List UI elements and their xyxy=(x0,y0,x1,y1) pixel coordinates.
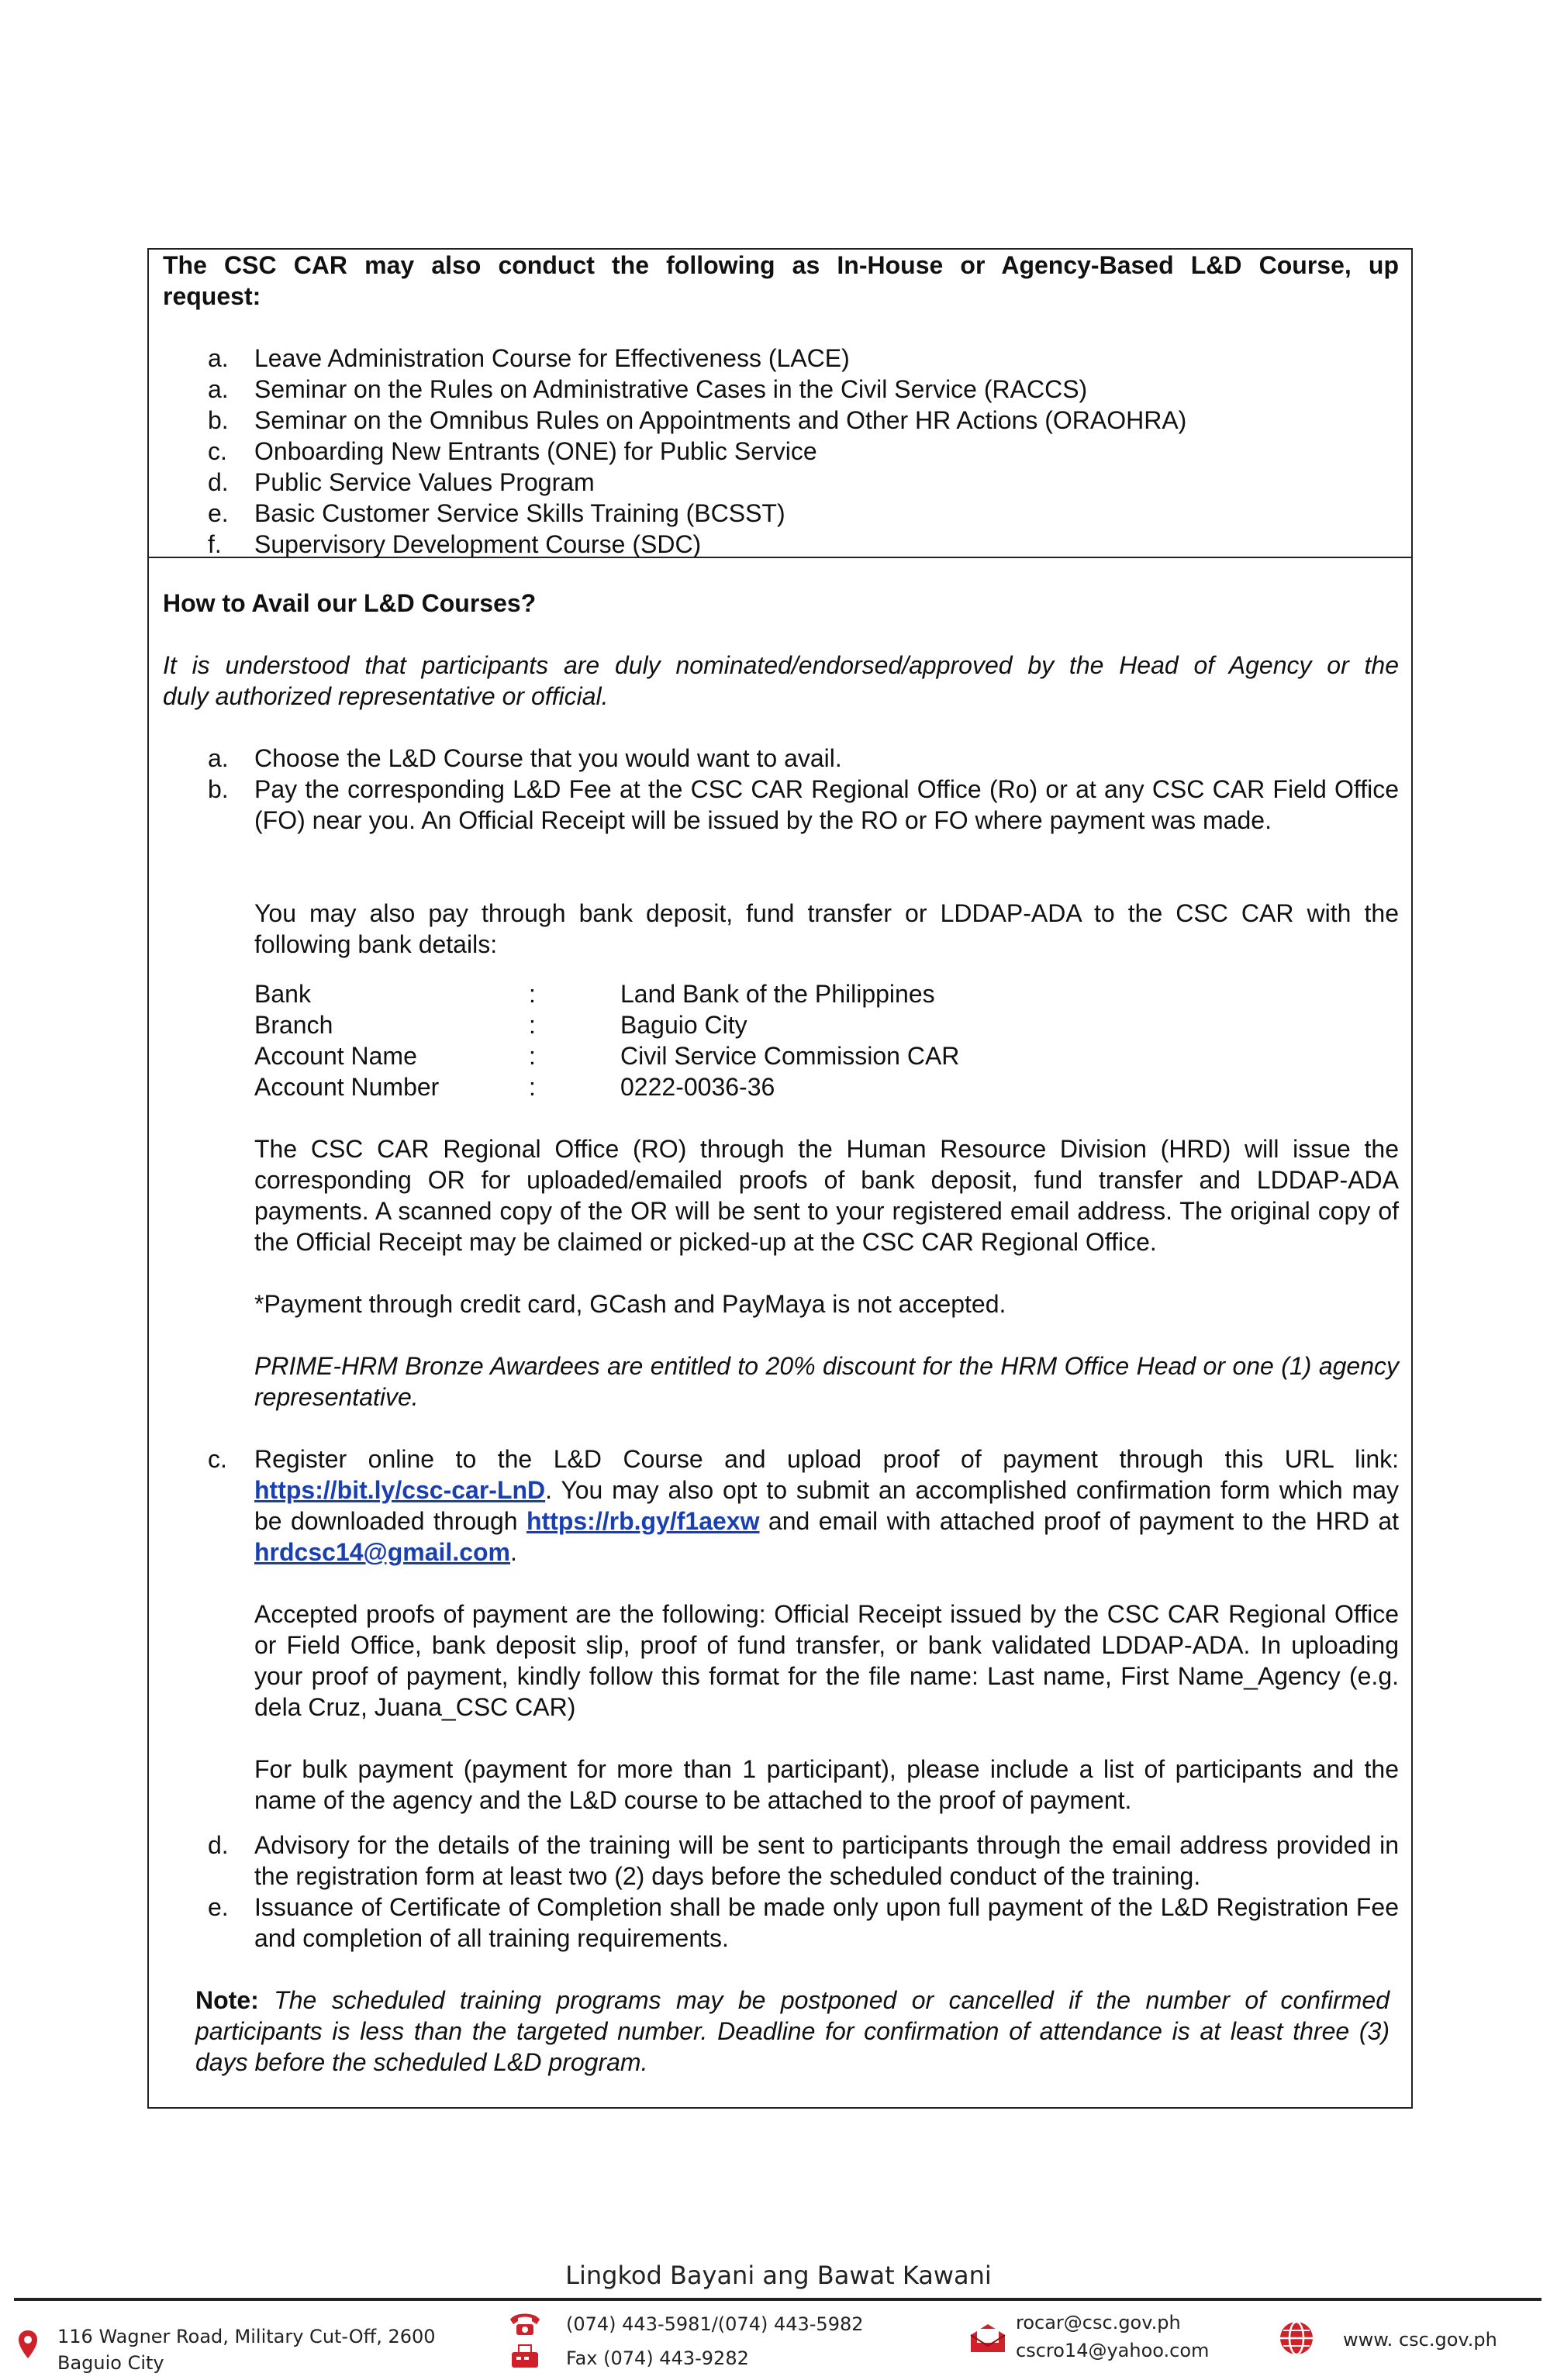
footer-divider xyxy=(14,2298,1541,2301)
note-label: Note: xyxy=(195,1986,259,2014)
hrd-email-link[interactable]: hrdcsc14@gmail.com xyxy=(254,1538,510,1566)
footer-website: www. csc.gov.ph xyxy=(1343,2329,1497,2351)
bank-detail-key: Bank xyxy=(254,980,311,1008)
telephone-icon xyxy=(507,2310,543,2338)
step-c-label: c. xyxy=(208,1445,227,1473)
note-paragraph xyxy=(195,1985,1390,2078)
how-to-avail-heading: How to Avail our L&D Courses? xyxy=(163,589,537,617)
list-item-label: a. xyxy=(208,344,229,372)
footer-address-line1: 116 Wagner Road, Military Cut-Off, 2600 xyxy=(57,2326,436,2347)
bank-detail-key: Account Number xyxy=(254,1073,440,1101)
official-receipt-paragraph: The CSC CAR Regional Office (RO) through the Human Resource Division (HRD) will issue the corresponding OR for uploaded/emailed proofs of bank deposit, fund transfer and LDDAP-ADA payments. A scanned copy of the OR will be sent to your registered email address. The original copy of the Official Receipt may be claimed or picked-up at the CSC CAR Regional Office. xyxy=(254,1135,1399,1256)
footer-address-line2: Baguio City xyxy=(57,2352,164,2374)
list-item: Seminar on the Omnibus Rules on Appointments and Other HR Actions (ORAOHRA) xyxy=(254,406,1187,434)
footer-email-1: rocar@csc.gov.ph xyxy=(1016,2312,1181,2333)
step-b-text: Pay the corresponding L&D Fee at the CSC CAR Regional Office (Ro) or at any CSC CAR Field Office (FO) near you. An Official Receipt will be issued by the RO or FO where payment was made. xyxy=(254,775,1399,834)
bank-detail-key: Account Name xyxy=(254,1042,417,1070)
in-house-heading-line1: The CSC CAR may also conduct the following as In-House or Agency-Based L&D Course, up xyxy=(163,251,1399,279)
intro-line2: duly authorized representative or official. xyxy=(163,682,609,710)
bank-detail-value: Baguio City xyxy=(620,1011,747,1039)
list-item-label: a. xyxy=(208,375,229,403)
step-a-label: a. xyxy=(208,744,229,772)
list-item: Supervisory Development Course (SDC) xyxy=(254,530,702,558)
step-c-part2: . You may also opt to submit an accomplished confirmation form which may be downloaded through xyxy=(254,1476,1399,1535)
step-b-label: b. xyxy=(208,775,229,803)
list-item: Public Service Values Program xyxy=(254,468,595,496)
note-text: The scheduled training programs may be postponed or cancelled if the number of confirmed participants is less than the targeted number. Deadline for confirmation of attendance is at least three (3) days before the scheduled L&D program. xyxy=(195,1986,1390,2076)
footer-fax: Fax (074) 443-9282 xyxy=(566,2347,749,2369)
fax-icon xyxy=(507,2343,543,2371)
step-c-part1: Register online to the L&D Course and upload proof of payment through this URL link: xyxy=(254,1445,1399,1473)
list-item-label: c. xyxy=(208,437,227,465)
bank-intro: You may also pay through bank deposit, fund transfer or LDDAP-ADA to the CSC CAR with the following bank details: xyxy=(254,899,1399,958)
list-item-label: f. xyxy=(208,530,222,558)
bulk-payment-paragraph: For bulk payment (payment for more than 1 participant), please include a list of participants and the name of the agency and the L&D course to be attached to the proof of payment. xyxy=(254,1755,1399,1814)
accepted-proofs-paragraph: Accepted proofs of payment are the following: Official Receipt issued by the CSC CAR Regional Office or Field Office, bank deposit slip, proof of fund transfer, or bank validated LDDAP-ADA. In uploading your proof of payment, kindly follow this format for the file name: Last name, First Name_Agency (e.g. dela Cruz, Juana_CSC CAR) xyxy=(254,1600,1399,1721)
step-c-part4: . xyxy=(510,1538,517,1566)
prime-hrm-note: PRIME-HRM Bronze Awardees are entitled to 20% discount for the HRM Office Head or one (1) agency representative. xyxy=(254,1352,1399,1411)
payment-note: *Payment through credit card, GCash and PayMaya is not accepted. xyxy=(254,1290,1006,1318)
footer-motto: Lingkod Bayani ang Bawat Kawani xyxy=(565,2261,992,2290)
in-house-heading-line2: request: xyxy=(163,282,261,310)
step-e-label: e. xyxy=(208,1893,229,1921)
confirmation-form-link[interactable]: https://rb.gy/f1aexw xyxy=(526,1507,760,1535)
intro-line1: It is understood that participants are duly nominated/endorsed/approved by the Head of Agency or the xyxy=(163,651,1399,679)
list-item-label: e. xyxy=(208,499,229,527)
registration-link[interactable]: https://bit.ly/csc-car-LnD xyxy=(254,1476,546,1504)
list-item: Onboarding New Entrants (ONE) for Public Service xyxy=(254,437,817,465)
footer-phone: (074) 443-5981/(074) 443-5982 xyxy=(566,2313,864,2335)
footer-email-2: cscro14@yahoo.com xyxy=(1016,2340,1210,2361)
bank-detail-value: Civil Service Commission CAR xyxy=(620,1042,960,1070)
list-item: Leave Administration Course for Effectiveness (LACE) xyxy=(254,344,850,372)
globe-icon xyxy=(1278,2320,1315,2357)
bank-detail-key: Branch xyxy=(254,1011,333,1039)
step-d-text: Advisory for the details of the training will be sent to participants through the email address provided in the registration form at least two (2) days before the scheduled conduct of the training. xyxy=(254,1831,1399,1890)
list-item-label: d. xyxy=(208,468,229,496)
bank-detail-sep: : xyxy=(529,1011,536,1039)
list-item-label: b. xyxy=(208,406,229,434)
step-a-text: Choose the L&D Course that you would want to avail. xyxy=(254,744,842,772)
step-c-part3: and email with attached proof of payment to the HRD at xyxy=(768,1507,1400,1535)
bank-detail-sep: : xyxy=(529,1073,536,1101)
bank-detail-sep: : xyxy=(529,980,536,1008)
list-item: Seminar on the Rules on Administrative Cases in the Civil Service (RACCS) xyxy=(254,375,1088,403)
bank-detail-sep: : xyxy=(529,1042,536,1070)
bank-detail-value: Land Bank of the Philippines xyxy=(620,980,935,1008)
step-c-text xyxy=(254,1444,1399,1568)
list-item: Basic Customer Service Skills Training (BCSST) xyxy=(254,499,785,527)
bank-detail-value: 0222-0036-36 xyxy=(620,1073,775,1101)
location-pin-icon xyxy=(17,2329,39,2360)
email-icon xyxy=(968,2323,1008,2354)
step-d-label: d. xyxy=(208,1831,229,1859)
step-e-text: Issuance of Certificate of Completion shall be made only upon full payment of the L&D Registration Fee and completion of all training requirements. xyxy=(254,1893,1399,1952)
